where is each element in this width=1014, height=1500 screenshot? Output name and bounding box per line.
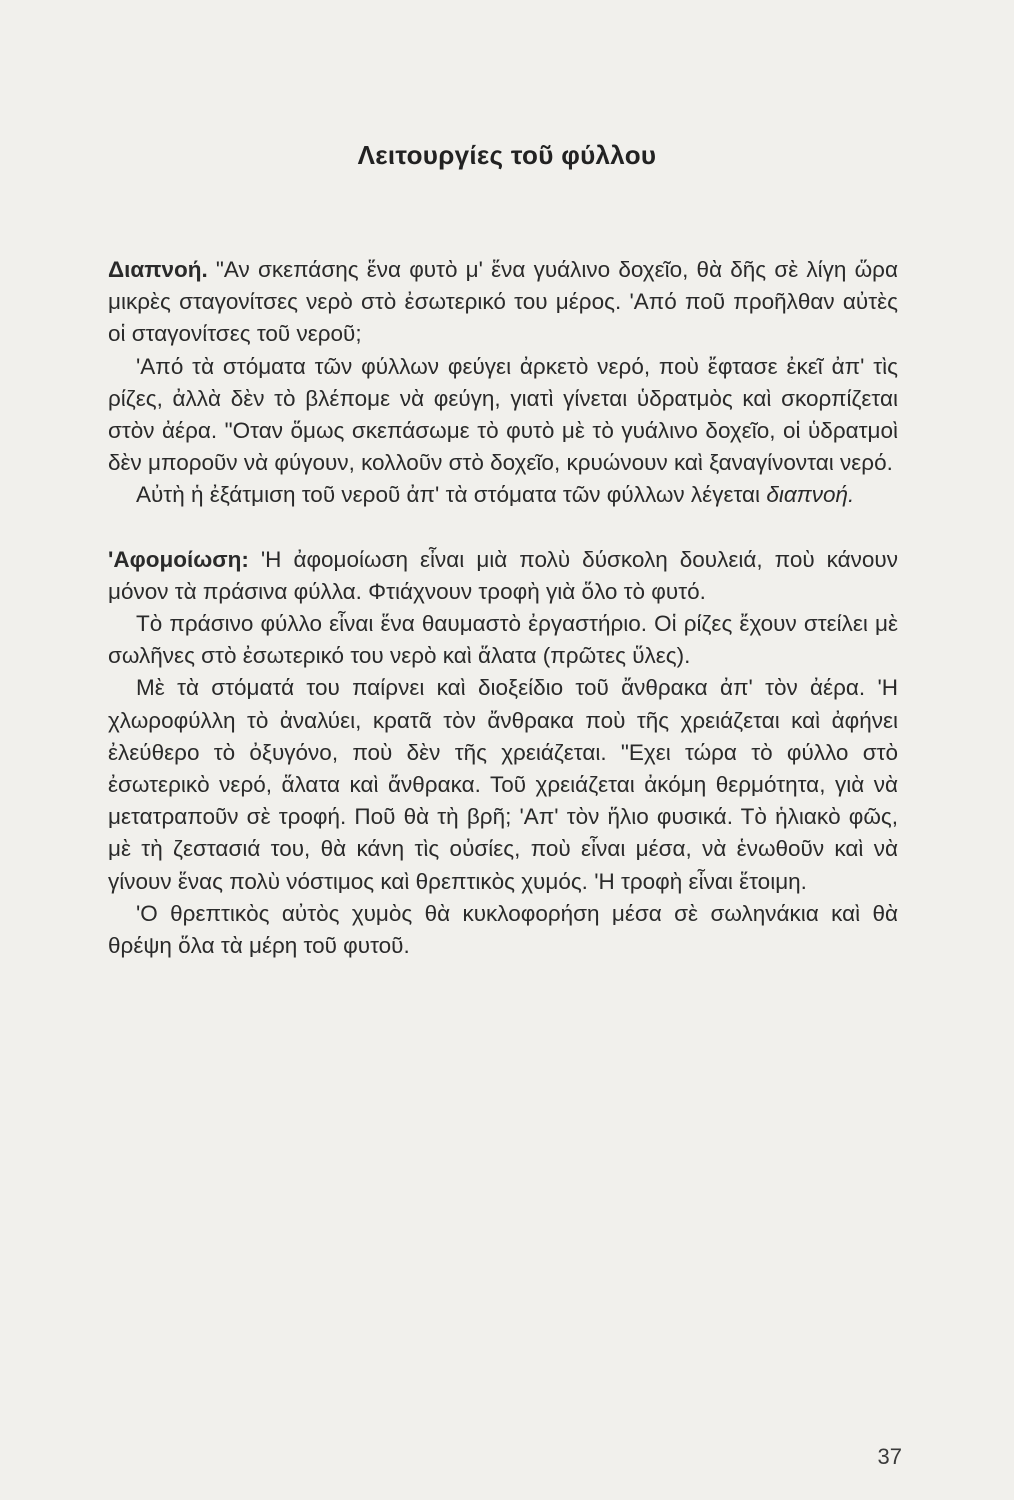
- page-title: Λειτουργίες τοῦ φύλλου: [357, 140, 657, 170]
- paragraph-photosynthesis-process: Μὲ τὰ στόματά του παίρνει καὶ διοξείδιο τοῦ ἄνθρακα ἀπ' τὸν ἀέρα. 'Η χλωροφύλλη τὸ ἀναλύει, κρατᾶ τὸν ἄνθρακα ποὺ τῆς χρειάζεται καὶ ἀφήνει ἐλεύθερο τὸ ὀξυγόνο, ποὺ δὲν τῆς χρειάζεται. "Εχει τώρα τὸ φύλλο στὸ ἐσωτερικὸ νερό, ἅλατα καὶ ἄνθρακα. Τοῦ χρειάζεται ἀκόμη θερμότητα, γιὰ νὰ μετατραποῦν σὲ τροφή. Ποῦ θὰ τὴ βρῆ; 'Απ' τὸν ἥλιο φυσικά. Τὸ ἡλιακὸ φῶς, μὲ τὴ ζεστασιά του, θὰ κάνη τὶς οὐσίες, ποὺ εἶναι μέσα, νὰ ἑνωθοῦν καὶ νὰ γίνουν ἕνας πολὺ νόστιμος καὶ θρεπτικὸς χυμός. 'Η τροφὴ εἶναι ἕτοιμη.: [108, 675, 898, 894]
- term-transpiration-heading: Διαπνοή.: [108, 257, 208, 282]
- paragraph-transpiration-intro: [108, 254, 898, 351]
- paragraph-text: 'Η ἀφομοίωση εἶναι μιὰ πολὺ δύσκολη δουλειά, ποὺ κάνουν μόνον τὰ πράσινα φύλλα. Φτιάχνουν τροφὴ γιὰ ὅλο τὸ φυτό.: [108, 546, 898, 604]
- term-transpiration-italic: διαπνοή.: [766, 482, 855, 508]
- page-number: 37: [877, 1444, 902, 1469]
- term-assimilation-heading: 'Αφομοίωση:: [108, 546, 249, 572]
- paragraph-text: Αὐτὴ ἡ ἐξάτμιση τοῦ νεροῦ ἀπ' τὰ στόματα τῶν φύλλων λέγεται: [136, 482, 761, 508]
- paragraph-nutrient-sap: 'Ο θρεπτικὸς αὐτὸς χυμὸς θὰ κυκλοφορήση μέσα σὲ σωληνάκια καὶ θὰ θρέψη ὅλα τὰ μέρη τοῦ φυτοῦ.: [108, 900, 898, 959]
- paragraph-text: "Αν σκεπάσης ἕνα φυτὸ μ' ἕνα γυάλινο δοχεῖο, θὰ δῆς σὲ λίγη ὥρα μικρὲς σταγονίτσες νερὸ στὸ ἐσωτερικό του μέρος. 'Από ποῦ προῆλθαν αὐτὲς οἱ σταγονίτσες τοῦ νεροῦ;: [108, 257, 898, 347]
- body-text: [108, 254, 898, 962]
- paragraph-transpiration-definition: [108, 479, 898, 511]
- paragraph-assimilation-intro: [108, 544, 898, 608]
- paragraph-leaf-workshop: Τὸ πράσινο φύλλο εἶναι ἕνα θαυμαστὸ ἐργαστήριο. Οἱ ρίζες ἔχουν στείλει μὲ σωλῆνες στὸ ἐσωτερικό του νερὸ καὶ ἅλατα (πρῶτες ὕλες).: [108, 611, 898, 669]
- paragraph-transpiration-explanation: 'Από τὰ στόματα τῶν φύλλων φεύγει ἀρκετὸ νερό, ποὺ ἔφτασε ἐκεῖ ἀπ' τὶς ρίζες, ἀλλὰ δὲν τὸ βλέπομε νὰ φεύγη, γιατὶ γίνεται ὑδρατμὸς καὶ σκορπίζεται στὸν ἀέρα. "Οταν ὅμως σκεπάσωμε τὸ φυτὸ μὲ τὸ γυάλινο δοχεῖο, οἱ ὑδρατμοὶ δὲν μποροῦν νὰ φύγουν, κολλοῦν στὸ δοχεῖο, κρυώνουν καὶ ξαναγίνονται νερό.: [108, 353, 898, 476]
